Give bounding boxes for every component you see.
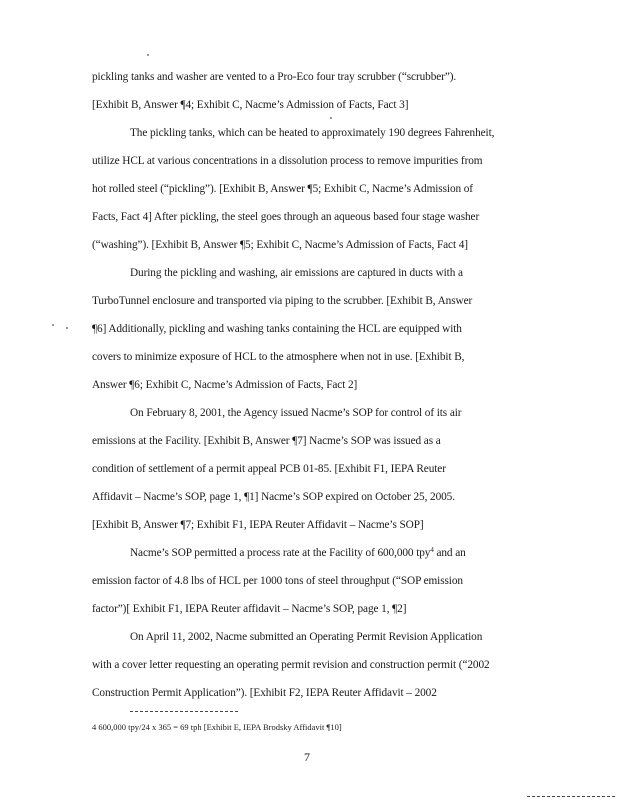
text-line xyxy=(92,238,468,252)
line-text: Facts, Fact 4] After pickling, the steel goes through an aqueous based four stage washer xyxy=(92,211,480,224)
text-line xyxy=(92,602,406,616)
line-text: Nacme’s SOP permitted a process rate at the Facility of 600,000 tpy xyxy=(130,547,431,560)
line-text: utilize HCL at various concentrations in a dissolution process to remove impurities from xyxy=(92,155,483,168)
text-line xyxy=(92,434,441,448)
scan-speck xyxy=(330,117,332,119)
line-text-continued: and an xyxy=(433,547,466,560)
line-text: [Exhibit B, Answer ¶7; Exhibit F1, IEPA Reuter Affidavit – Nacme’s SOP] xyxy=(92,519,424,532)
text-line xyxy=(92,294,472,308)
scan-speck xyxy=(66,327,68,329)
line-text: covers to minimize exposure of HCL to the atmosphere when not in use. [Exhibit B, xyxy=(92,351,465,364)
text-line xyxy=(92,182,473,196)
line-text: The pickling tanks, which can be heated to approximately 190 degrees Fahrenheit, xyxy=(130,127,495,140)
line-text: condition of settlement of a permit appeal PCB 01-85. [Exhibit F1, IEPA Reuter xyxy=(92,463,446,476)
text-line xyxy=(92,686,437,700)
line-text: factor”)[ Exhibit F1, IEPA Reuter affidavit – Nacme’s SOP, page 1, ¶2] xyxy=(92,603,407,616)
text-line xyxy=(92,70,456,84)
line-text: Construction Permit Application”). [Exhibit F2, IEPA Reuter Affidavit – 2002 xyxy=(92,687,437,700)
line-text: (“washing”). [Exhibit B, Answer ¶5; Exhibit C, Nacme’s Admission of Facts, Fact 4] xyxy=(92,239,468,252)
text-line xyxy=(92,350,464,364)
text-line xyxy=(130,406,461,420)
page-number: 7 xyxy=(304,750,310,764)
line-text: During the pickling and washing, air emissions are captured in ducts with a xyxy=(130,267,463,280)
line-text: emission factor of 4.8 lbs of HCL per 1000 tons of steel throughput (“SOP emission xyxy=(92,575,463,588)
text-line xyxy=(92,518,424,532)
text-line xyxy=(130,126,494,140)
line-text: pickling tanks and washer are vented to a Pro-Eco four tray scrubber (“scrubber”). xyxy=(92,71,457,83)
line-text: ¶6] Additionally, pickling and washing tanks containing the HCL are equipped with xyxy=(92,323,462,336)
line-text: emissions at the Facility. [Exhibit B, Answer ¶7] Nacme’s SOP was issued as a xyxy=(92,435,441,448)
scan-speck xyxy=(52,324,54,326)
scan-speck xyxy=(147,54,149,56)
line-text: Affidavit – Nacme’s SOP, page 1, ¶1] Nacme’s SOP expired on October 25, 2005. xyxy=(92,491,455,504)
text-line xyxy=(92,322,462,336)
line-text: [Exhibit B, Answer ¶4; Exhibit C, Nacme’s Admission of Facts, Fact 3] xyxy=(92,99,409,112)
footnote: 4 600,000 tpy/24 x 365 = 69 tph [Exhibit E, IEPA Brodsky Affidavit ¶10] xyxy=(92,722,342,732)
line-text: On February 8, 2001, the Agency issued Nacme’s SOP for control of its air xyxy=(130,407,462,420)
text-line xyxy=(92,490,455,504)
line-text: On April 11, 2002, Nacme submitted an Operating Permit Revision Application xyxy=(130,631,483,644)
footnote-reference: 4 xyxy=(430,546,434,555)
line-text: hot rolled steel (“pickling”). [Exhibit B, Answer ¶5; Exhibit C, Nacme’s Admission of xyxy=(92,183,473,196)
text-line xyxy=(130,630,482,644)
text-line xyxy=(92,574,463,588)
text-line xyxy=(92,154,482,168)
line-text: with a cover letter requesting an operating permit revision and construction permit (“2002 xyxy=(92,659,490,672)
text-line xyxy=(92,658,490,672)
line-text: TurboTunnel enclosure and transported via piping to the scrubber. [Exhibit B, Answer xyxy=(92,295,473,308)
text-line xyxy=(92,210,479,224)
text-line xyxy=(130,546,466,560)
text-line xyxy=(92,462,446,476)
scan-edge-mark xyxy=(527,796,615,797)
text-line xyxy=(92,378,357,392)
footnote-separator xyxy=(130,711,238,712)
text-line xyxy=(130,266,463,280)
text-line xyxy=(92,98,408,112)
line-text: Answer ¶6; Exhibit C, Nacme’s Admission of Facts, Fact 2] xyxy=(92,379,358,392)
